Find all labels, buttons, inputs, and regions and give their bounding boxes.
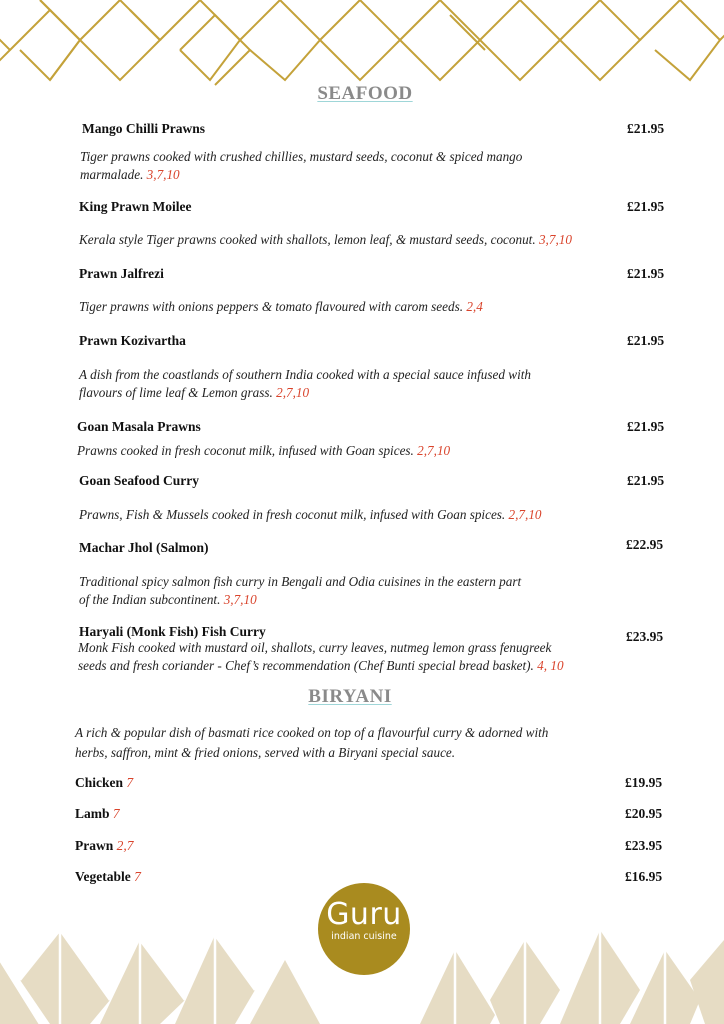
allergen-codes: 4, 10 — [537, 658, 564, 673]
allergen-codes: 2,7,10 — [417, 443, 451, 458]
allergen-codes: 3,7,10 — [223, 592, 257, 607]
allergen-codes: 2,7,10 — [508, 507, 542, 522]
dish-price: £21.95 — [627, 333, 665, 348]
dish-price: £21.95 — [627, 121, 665, 136]
dish-name: Prawn Kozivartha — [79, 333, 186, 348]
dish-description: Kerala style Tiger prawns cooked with shallots, lemon leaf, & mustard seeds, coconut. 3,7,10 — [79, 232, 572, 247]
dish-price: £20.95 — [625, 806, 663, 821]
allergen-codes: 2,7 — [116, 838, 134, 853]
dish-name: Prawn Jalfrezi — [79, 266, 164, 281]
section-title-seafood: SEAFOOD — [317, 83, 413, 104]
dish-name: Goan Masala Prawns — [77, 419, 201, 434]
guru-logo — [318, 883, 410, 975]
dish-price: £21.95 — [627, 419, 665, 434]
allergen-codes: 3,7,10 — [146, 167, 180, 182]
dish-description: Prawns cooked in fresh coconut milk, infused with Goan spices. 2,7,10 — [77, 443, 451, 458]
allergen-codes: 3,7,10 — [538, 232, 572, 247]
dish-description: Prawns, Fish & Mussels cooked in fresh coconut milk, infused with Goan spices. 2,7,10 — [79, 507, 542, 522]
allergen-codes: 2,7,10 — [276, 385, 310, 400]
dish-price: £21.95 — [627, 199, 665, 214]
dish-description: Traditional spicy salmon fish curry in Bengali and Odia cuisines in the eastern part of the Indian subcontinent. 3,7,10 — [79, 574, 522, 607]
section-title-biryani: BIRYANI — [308, 686, 392, 707]
allergen-codes: 7 — [134, 869, 141, 884]
top-diamond-pattern — [0, 0, 724, 90]
dish-name: King Prawn Moilee — [79, 199, 192, 214]
logo-subtitle: indian cuisine — [331, 931, 397, 942]
dish-price: £21.95 — [627, 473, 665, 488]
dish-description: Tiger prawns with onions peppers & tomato flavoured with carom seeds. 2,4 — [79, 299, 483, 314]
dish-description: A dish from the coastlands of southern India cooked with a special sauce infused with flavours of lime leaf & Lemon grass. 2,7,10 — [79, 367, 531, 400]
biryani-item-chicken: Chicken 7 — [75, 775, 134, 790]
allergen-codes: 7 — [126, 775, 134, 790]
dish-name: Machar Jhol (Salmon) — [79, 540, 209, 555]
dish-price: £21.95 — [627, 266, 665, 281]
dish-name: Haryali (Monk Fish) Fish Curry — [79, 624, 266, 639]
logo-name: Guru — [326, 897, 402, 932]
dish-price: £23.95 — [625, 838, 663, 853]
allergen-codes: 2,4 — [466, 299, 483, 314]
dish-price: £16.95 — [625, 869, 663, 884]
biryani-item-vegetable: Vegetable 7 — [75, 869, 141, 884]
dish-name: Mango Chilli Prawns — [82, 121, 206, 136]
dish-description: Tiger prawns cooked with crushed chillies, mustard seeds, coconut & spiced mango marmalade. 3,7,10 — [80, 149, 523, 182]
biryani-description: A rich & popular dish of basmati rice cooked on top of a flavourful curry & adorned with herbs, saffron, mint & fried onions, served with a Biryani special sauce. — [75, 725, 549, 760]
dish-name: Goan Seafood Curry — [79, 473, 200, 488]
biryani-item-prawn: Prawn 2,7 — [75, 838, 134, 853]
dish-price: £19.95 — [625, 775, 663, 790]
dish-description: Monk Fish cooked with mustard oil, shallots, curry leaves, nutmeg lemon grass fenugreek seeds and fresh coriander - Chef’s recommendation (Chef Bunti special bread basket). 4, 10 — [78, 640, 564, 673]
biryani-item-lamb: Lamb 7 — [75, 806, 120, 821]
allergen-codes: 7 — [112, 806, 120, 821]
dish-price: £22.95 — [626, 537, 664, 552]
dish-price: £23.95 — [626, 629, 664, 644]
